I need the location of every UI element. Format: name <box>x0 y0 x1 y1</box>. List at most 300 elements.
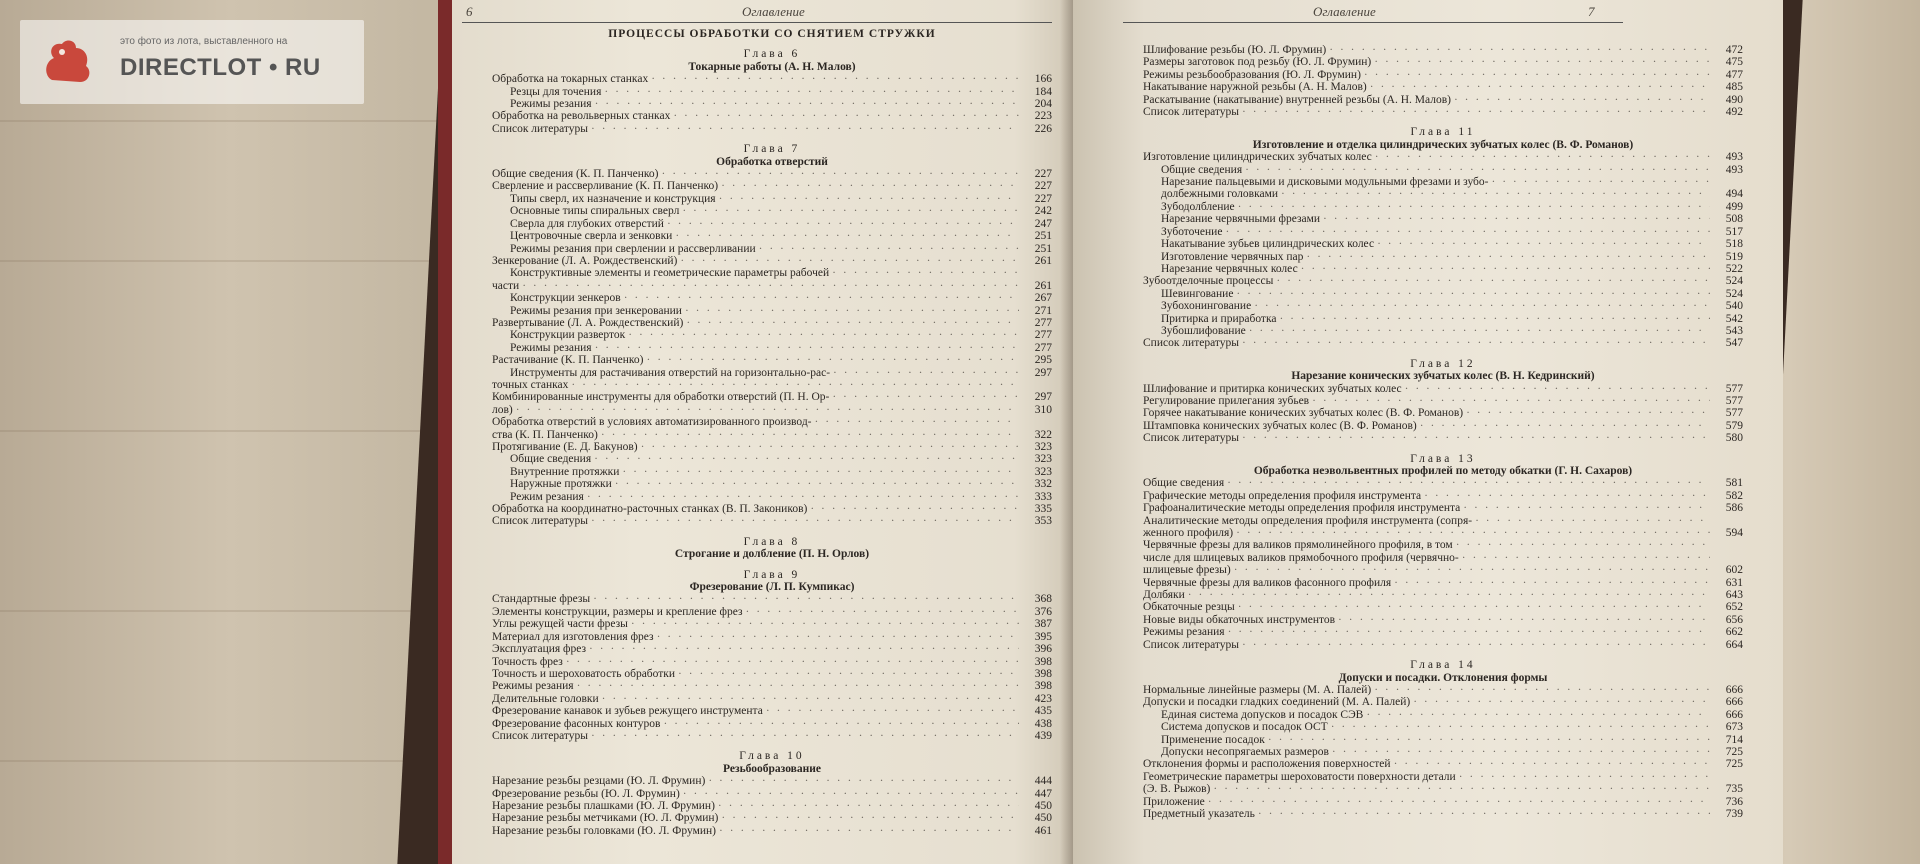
toc-entry-title: Список литературы <box>492 515 588 528</box>
toc-entry-title: Изготовление цилиндрических зубчатых колес <box>1143 151 1372 164</box>
toc-leader-dots <box>1242 432 1710 444</box>
toc-page-number: 335 <box>1034 503 1052 516</box>
toc-leader-dots <box>1329 44 1710 56</box>
toc-leader-dots <box>1301 263 1710 275</box>
toc-page-number: 323 <box>1034 453 1052 466</box>
toc-entry-title: части <box>492 279 520 292</box>
toc-leader-dots <box>591 515 1019 527</box>
toc-entry <box>492 491 1052 503</box>
toc-entry <box>492 404 1052 416</box>
toc-page-number: 735 <box>1725 783 1743 796</box>
toc-page-number: 166 <box>1034 73 1052 86</box>
toc-entry <box>492 631 1052 643</box>
toc-entry-title: Зубодолбление <box>1161 200 1235 213</box>
toc-entry <box>1143 81 1743 93</box>
toc-page-number: 725 <box>1725 758 1743 771</box>
toc-page-number: 477 <box>1725 68 1743 81</box>
toc-page-number: 714 <box>1725 733 1743 746</box>
toc-leader-dots <box>604 86 1019 98</box>
toc-entry-title: Сверление и рассверливание (К. П. Панченко) <box>492 180 719 193</box>
toc-entry-title: Обкаточные резцы <box>1143 601 1235 614</box>
toc-page-number: 577 <box>1725 407 1743 420</box>
toc-leader-dots <box>1236 527 1710 539</box>
toc-entry-title: Комбинированные инструменты для обработки отверстий (П. Н. Ор- <box>492 391 830 404</box>
toc-entry-title: Червячные фрезы для валиков прямолинейного профиля, в том <box>1143 539 1453 552</box>
chapter-title: Резьбообразование <box>722 762 821 775</box>
right-header-rule <box>1123 22 1623 23</box>
toc-entry <box>1143 614 1743 626</box>
toc-entry <box>492 718 1052 730</box>
toc-entry <box>1143 577 1743 589</box>
left-toc <box>492 28 1052 837</box>
toc-entry <box>1143 395 1743 407</box>
toc-leader-dots <box>1213 783 1710 795</box>
toc-entry <box>1143 251 1743 263</box>
toc-entry-title: Режимы резания <box>492 680 574 693</box>
toc-entry <box>1143 313 1743 325</box>
toc-entry-title: Точность и шероховатость обработки <box>492 667 676 680</box>
toc-page-number: 322 <box>1034 428 1052 441</box>
toc-entry-title: Применение посадок <box>1161 733 1265 746</box>
toc-entry-title: Червячные фрезы для валиков фасонного профиля <box>1143 576 1392 589</box>
toc-page-number: 333 <box>1034 490 1052 503</box>
toc-page-number: 450 <box>1034 799 1052 812</box>
toc-entry <box>492 680 1052 692</box>
toc-leader-dots <box>1491 176 1710 188</box>
toc-page-number: 277 <box>1034 341 1052 354</box>
toc-page-number: 739 <box>1725 807 1743 820</box>
toc-entry-title: Шлифование резьбы (Ю. Л. Фрумин) <box>1143 44 1327 56</box>
chapter-number: Глава 11 <box>1410 126 1476 139</box>
toc-leader-dots <box>810 503 1019 515</box>
toc-entry-title: Наружные протяжки <box>510 478 612 491</box>
toc-leader-dots <box>667 218 1019 230</box>
toc-entry <box>1143 527 1743 539</box>
toc-entry <box>1143 477 1743 489</box>
toc-entry <box>492 429 1052 441</box>
toc-entry-title: Конструкции разверток <box>510 329 626 342</box>
chapter-title: Нарезание конических зубчатых колес (В. Н. Кедринский) <box>1291 370 1595 383</box>
toc-entry-title: Режим резания <box>510 490 584 503</box>
toc-entry-title: Новые виды обкаточных инструментов <box>1143 613 1336 626</box>
toc-entry <box>492 230 1052 242</box>
toc-leader-dots <box>1374 684 1710 696</box>
toc-leader-dots <box>1475 515 1710 527</box>
toc-page-number: 310 <box>1034 403 1052 416</box>
toc-entry <box>492 317 1052 329</box>
toc-entry <box>1143 94 1743 106</box>
toc-leader-dots <box>587 491 1019 503</box>
toc-leader-dots <box>1228 626 1710 638</box>
toc-entry <box>492 668 1052 680</box>
toc-entry-title: (Э. В. Рыжов) <box>1143 783 1211 796</box>
toc-leader-dots <box>1377 238 1710 250</box>
toc-page-number: 579 <box>1725 419 1743 432</box>
toc-entry <box>492 110 1052 122</box>
left-header-rule <box>462 22 1052 23</box>
toc-leader-dots <box>628 329 1019 341</box>
toc-entry-title: Обработка на токарных станках <box>492 73 649 86</box>
toc-entry <box>1143 176 1743 188</box>
toc-leader-dots <box>1238 201 1710 213</box>
toc-leader-dots <box>1312 395 1710 407</box>
toc-leader-dots <box>624 292 1019 304</box>
toc-page-number: 444 <box>1034 775 1052 788</box>
toc-page-number: 656 <box>1725 613 1743 626</box>
right-page-number: 7 <box>1588 4 1595 19</box>
toc-leader-dots <box>1236 288 1710 300</box>
toc-entry <box>492 218 1052 230</box>
toc-page-number: 662 <box>1725 626 1743 639</box>
toc-leader-dots <box>1323 213 1710 225</box>
toc-entry <box>492 800 1052 812</box>
toc-leader-dots <box>595 342 1019 354</box>
toc-entry <box>1143 783 1743 795</box>
toc-entry-title: Накатывание зубьев цилиндрических колес <box>1161 238 1375 251</box>
toc-entry <box>1143 238 1743 250</box>
toc-entry <box>492 342 1052 354</box>
toc-entry <box>1143 420 1743 432</box>
toc-entry <box>1143 164 1743 176</box>
toc-leader-dots <box>1208 796 1710 808</box>
toc-page-number: 666 <box>1725 708 1743 721</box>
toc-entry <box>492 515 1052 527</box>
toc-entry <box>492 478 1052 490</box>
toc-entry <box>492 391 1052 403</box>
toc-page-number: 577 <box>1725 394 1743 407</box>
toc-entry <box>1143 502 1743 514</box>
toc-entry <box>1143 709 1743 721</box>
toc-entry <box>492 730 1052 742</box>
toc-page-number: 332 <box>1034 478 1052 491</box>
toc-entry-title: Шевингование <box>1161 287 1234 300</box>
toc-entry-title: Сверла для глубоких отверстий <box>510 217 664 230</box>
toc-entry <box>1143 44 1743 56</box>
toc-page-number: 251 <box>1034 242 1052 255</box>
toc-entry <box>1143 564 1743 576</box>
toc-leader-dots <box>832 391 1019 403</box>
toc-page-number: 261 <box>1034 254 1052 267</box>
toc-page-number: 450 <box>1034 812 1052 825</box>
toc-entry <box>492 305 1052 317</box>
toc-entry-title: Конструкции зенкеров <box>510 292 621 305</box>
toc-entry-title: лов) <box>492 403 513 416</box>
toc-page-number: 475 <box>1725 56 1743 69</box>
toc-entry <box>1143 490 1743 502</box>
toc-page-number: 586 <box>1725 502 1743 515</box>
toc-entry-title: Обработка на координатно-расточных станках (В. П. Закоников) <box>492 503 808 516</box>
toc-entry-title: Зенкерование (Л. А. Рождественский) <box>492 254 678 267</box>
toc-leader-dots <box>663 718 1019 730</box>
toc-leader-dots <box>1234 564 1710 576</box>
toc-entry-title: Режимы резания <box>510 98 592 111</box>
toc-entry-title: Допуски несопрягаемых размеров <box>1161 745 1329 758</box>
toc-entry-title: Зубохонингование <box>1161 300 1252 313</box>
right-toc <box>1143 44 1743 820</box>
toc-leader-dots <box>602 693 1019 705</box>
toc-page-number: 295 <box>1034 354 1052 367</box>
toc-page-number: 490 <box>1725 93 1743 106</box>
toc-entry-title: Внутренние протяжки <box>510 465 620 478</box>
toc-entry-title: Основные типы спиральных сверл <box>510 205 680 218</box>
toc-page-number: 461 <box>1034 824 1052 837</box>
toc-leader-dots <box>516 404 1019 416</box>
toc-entry-title: Нарезание резьбы резцами (Ю. Л. Фрумин) <box>492 775 706 788</box>
watermark-brand: DIRECTLOT • RU <box>120 54 321 81</box>
toc-entry <box>492 168 1052 180</box>
toc-leader-dots <box>678 668 1019 680</box>
toc-entry-title: Зубошлифование <box>1161 324 1246 337</box>
toc-page-number: 242 <box>1034 205 1052 218</box>
toc-entry <box>492 379 1052 391</box>
toc-entry <box>492 292 1052 304</box>
toc-leader-dots <box>1242 106 1710 118</box>
toc-entry-title: Зубоотделочные процессы <box>1143 275 1274 288</box>
toc-entry <box>1143 746 1743 758</box>
toc-entry <box>1143 684 1743 696</box>
toc-leader-dots <box>685 305 1019 317</box>
chapter-number: Глава 13 <box>1410 452 1476 465</box>
toc-entry <box>492 416 1052 428</box>
toc-entry-title: Резцы для точения <box>510 85 602 98</box>
toc-page-number: 631 <box>1725 576 1743 589</box>
toc-leader-dots <box>1424 490 1710 502</box>
toc-leader-dots <box>832 267 1019 279</box>
toc-page-number: 247 <box>1034 217 1052 230</box>
toc-page-number: 396 <box>1034 643 1052 656</box>
toc-leader-dots <box>1462 552 1710 564</box>
toc-leader-dots <box>708 775 1019 787</box>
toc-entry-title: долбежными головками <box>1161 188 1279 201</box>
toc-leader-dots <box>1394 577 1710 589</box>
toc-entry-title: Точность фрез <box>492 655 563 668</box>
toc-leader-dots <box>745 606 1019 618</box>
toc-page-number: 277 <box>1034 316 1052 329</box>
toc-leader-dots <box>622 466 1019 478</box>
toc-entry <box>492 606 1052 618</box>
toc-entry-title: Режимы резьбообразования (Ю. Л. Фрумин) <box>1143 68 1361 81</box>
left-page-number: 6 <box>466 4 473 19</box>
toc-leader-dots <box>1279 313 1710 325</box>
toc-leader-dots <box>595 98 1019 110</box>
toc-page-number: 542 <box>1725 312 1743 325</box>
toc-leader-dots <box>1245 164 1710 176</box>
toc-leader-dots <box>1227 477 1710 489</box>
toc-leader-dots <box>673 110 1019 122</box>
toc-entry <box>492 825 1052 837</box>
toc-entry <box>1143 325 1743 337</box>
toc-leader-dots <box>683 788 1019 800</box>
toc-entry <box>1143 213 1743 225</box>
chapter-title: Обработка отверстий <box>716 155 828 168</box>
toc-leader-dots <box>1306 251 1710 263</box>
toc-entry <box>492 466 1052 478</box>
toc-leader-dots <box>1420 420 1710 432</box>
toc-leader-dots <box>680 255 1019 267</box>
toc-leader-dots <box>721 180 1019 192</box>
toc-page-number: 524 <box>1725 287 1743 300</box>
toc-entry <box>492 354 1052 366</box>
toc-page-number: 643 <box>1725 589 1743 602</box>
toc-leader-dots <box>1254 300 1710 312</box>
toc-entry-title: Развертывание (Л. А. Рождественский) <box>492 316 684 329</box>
toc-page-number: 499 <box>1725 200 1743 213</box>
toc-entry <box>492 705 1052 717</box>
toc-page-number: 725 <box>1725 745 1743 758</box>
toc-page-number: 251 <box>1034 230 1052 243</box>
toc-entry-title: Материал для изготовления фрез <box>492 630 654 643</box>
toc-leader-dots <box>1258 808 1710 820</box>
toc-entry-title: Фрезерование фасонных контуров <box>492 717 661 730</box>
toc-entry-title: Стандартные фрезы <box>492 593 591 606</box>
toc-entry <box>492 243 1052 255</box>
toc-leader-dots <box>1405 383 1710 395</box>
toc-entry <box>1143 201 1743 213</box>
chapter-title: Строгание и долбление (П. Н. Орлов) <box>674 548 870 561</box>
toc-page-number: 261 <box>1034 279 1052 292</box>
toc-entry <box>492 593 1052 605</box>
toc-entry-title: точных станках <box>492 378 569 391</box>
toc-entry-title: Нарезание резьбы плашками (Ю. Л. Фрумин) <box>492 799 715 812</box>
toc-page-number: 580 <box>1725 432 1743 445</box>
toc-page-number: 547 <box>1725 337 1743 350</box>
toc-entry-title: Эксплуатация фрез <box>492 643 587 656</box>
toc-page-number: 517 <box>1725 225 1743 238</box>
toc-page-number: 368 <box>1034 593 1052 606</box>
toc-leader-dots <box>1364 69 1710 81</box>
toc-entry-title: Размеры заготовок под резьбу (Ю. Л. Фрумин) <box>1143 56 1372 69</box>
chapter-number: Глава 7 <box>743 143 801 156</box>
toc-entry-title: Растачивание (К. П. Панченко) <box>492 354 644 367</box>
toc-page-number: 376 <box>1034 605 1052 618</box>
toc-entry-title: Геометрические параметры шероховатости поверхности детали <box>1143 770 1456 783</box>
toc-entry-title: Список литературы <box>1143 337 1239 350</box>
toc-page-number: 508 <box>1725 213 1743 226</box>
toc-leader-dots <box>1466 407 1710 419</box>
toc-leader-dots <box>593 593 1019 605</box>
toc-entry-title: Допуски и посадки гладких соединений (М. А. Палей) <box>1143 696 1411 709</box>
toc-page-number: 323 <box>1034 441 1052 453</box>
toc-entry <box>492 73 1052 85</box>
toc-leader-dots <box>657 631 1019 643</box>
toc-leader-dots <box>1281 188 1710 200</box>
toc-leader-dots <box>1370 81 1710 93</box>
chapter-number: Глава 8 <box>743 535 801 548</box>
toc-page-number: 736 <box>1725 795 1743 808</box>
toc-entry-title: Изготовление червячных пар <box>1161 250 1304 263</box>
toc-page-number: 447 <box>1034 787 1052 800</box>
chapter-title: Изготовление и отделка цилиндрических зубчатых колес (В. Ф. Романов) <box>1252 138 1634 151</box>
toc-entry <box>1143 188 1743 200</box>
toc-leader-dots <box>1268 734 1710 746</box>
toc-leader-dots <box>1459 771 1710 783</box>
toc-leader-dots <box>1276 275 1710 287</box>
toc-leader-dots <box>1238 601 1710 613</box>
toc-entry <box>492 453 1052 465</box>
toc-entry <box>492 503 1052 515</box>
toc-entry-title: Список литературы <box>492 122 588 135</box>
toc-leader-dots <box>1374 56 1710 68</box>
toc-page-number: 524 <box>1725 275 1743 288</box>
toc-entry <box>1143 69 1743 81</box>
toc-page-number: 227 <box>1034 192 1052 205</box>
toc-leader-dots <box>766 705 1019 717</box>
toc-page-number: 493 <box>1725 151 1743 164</box>
toc-page-number: 398 <box>1034 680 1052 693</box>
toc-entry-title: Нарезание резьбы головками (Ю. Л. Фрумин) <box>492 824 716 837</box>
toc-entry-title: Графоаналитические методы определения профиля инструмента <box>1143 502 1461 515</box>
toc-entry-title: Список литературы <box>1143 106 1239 119</box>
toc-leader-dots <box>1332 746 1710 758</box>
toc-page-number: 666 <box>1725 683 1743 696</box>
toc-entry-title: числе для шлицевых валиков прямобочного профиля (червячно- <box>1143 551 1459 564</box>
toc-entry <box>1143 734 1743 746</box>
toc-page-number: 582 <box>1725 489 1743 502</box>
toc-entry <box>492 123 1052 135</box>
toc-entry <box>1143 56 1743 68</box>
toc-entry <box>1143 383 1743 395</box>
toc-page-number: 581 <box>1725 477 1743 490</box>
toc-entry-title: Углы режущей части фрезы <box>492 618 628 631</box>
toc-leader-dots <box>1366 709 1710 721</box>
toc-page-number: 492 <box>1725 106 1743 119</box>
toc-leader-dots <box>601 429 1019 441</box>
toc-leader-dots <box>718 800 1019 812</box>
toc-entry <box>1143 696 1743 708</box>
toc-entry-title: Нарезание червячных колес <box>1161 262 1298 275</box>
toc-entry <box>492 656 1052 668</box>
toc-entry <box>1143 288 1743 300</box>
toc-leader-dots <box>571 379 1019 391</box>
toc-entry <box>1143 226 1743 238</box>
chapter-number: Глава 14 <box>1410 659 1476 672</box>
chapter-title: Обработка неэвольвентных профилей по методу обкатки (Г. Н. Сахаров) <box>1253 465 1633 477</box>
toc-entry-title: Штамповка конических зубчатых колес (В. Ф. Романов) <box>1143 419 1417 432</box>
toc-entry <box>492 193 1052 205</box>
toc-entry-title: Единая система допусков и посадок СЭВ <box>1161 708 1364 721</box>
toc-entry-title: Система допусков и посадок ОСТ <box>1161 721 1328 734</box>
toc-entry <box>1143 771 1743 783</box>
toc-entry <box>492 267 1052 279</box>
toc-entry-title: Шлифование и притирка конических зубчатых колес <box>1143 382 1402 395</box>
toc-page-number: 297 <box>1034 391 1052 404</box>
toc-page-number: 438 <box>1034 717 1052 730</box>
toc-page-number: 522 <box>1725 262 1743 275</box>
toc-page-number: 485 <box>1725 81 1743 94</box>
toc-page-number: 398 <box>1034 667 1052 680</box>
toc-entry-title: Режимы резания <box>510 341 592 354</box>
toc-page-number: 271 <box>1034 304 1052 317</box>
directlot-watermark <box>20 20 364 104</box>
toc-entry-title: Нормальные линейные размеры (М. А. Палей) <box>1143 683 1372 696</box>
toc-page-number: 673 <box>1725 721 1743 734</box>
toc-entry-title: Приложение <box>1143 795 1205 808</box>
toc-leader-dots <box>686 317 1019 329</box>
toc-leader-dots <box>1413 696 1710 708</box>
toc-leader-dots <box>815 416 1019 428</box>
toc-leader-dots <box>1242 337 1710 349</box>
toc-entry <box>492 98 1052 110</box>
toc-page-number: 518 <box>1725 238 1743 251</box>
right-page-header: Оглавление <box>1313 4 1376 19</box>
toc-page-number: 387 <box>1034 618 1052 631</box>
toc-entry-title: Делительные головки <box>492 692 599 705</box>
toc-leader-dots <box>615 478 1019 490</box>
toc-entry <box>1143 808 1743 820</box>
toc-entry <box>492 180 1052 192</box>
toc-leader-dots <box>1454 94 1710 106</box>
toc-leader-dots <box>1463 502 1710 514</box>
